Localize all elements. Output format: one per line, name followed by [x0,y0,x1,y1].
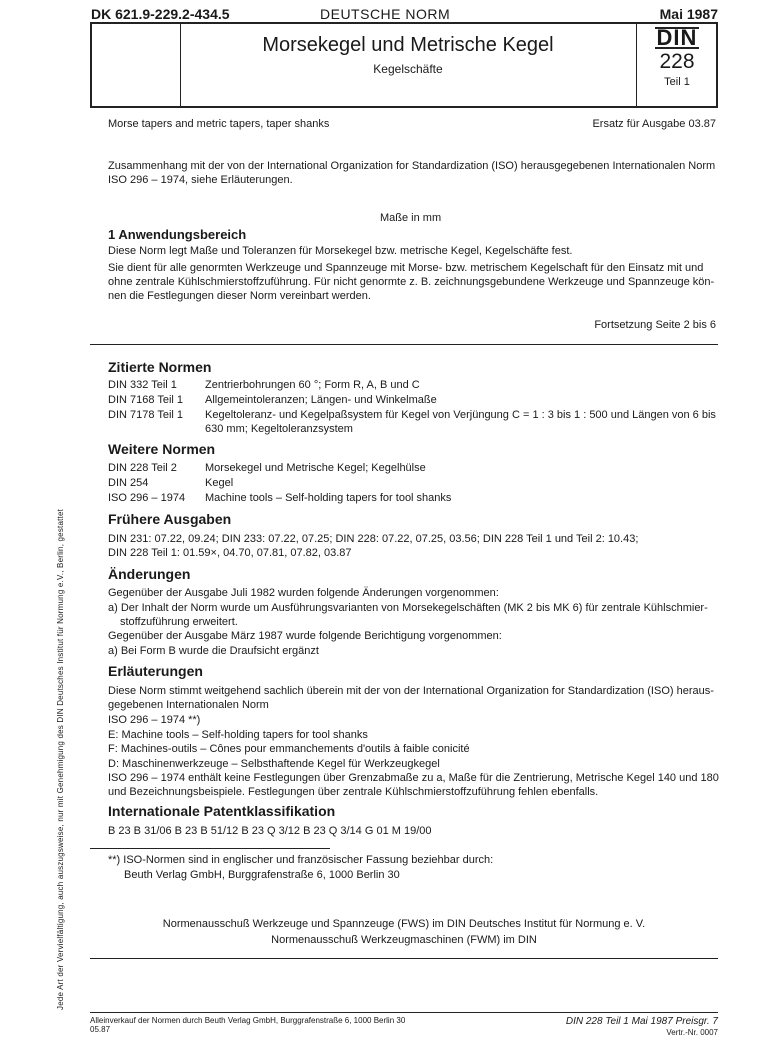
din-logo [640,27,714,50]
paragraph-line: stoffzuführung erweitert. [120,616,238,628]
paragraph-line: a) Der Inhalt der Norm wurde um Ausführungsvarianten von Morsekegelschäften (MK 2 bis MK 6) für zentrale Kühlschmier- [108,602,708,614]
norm-desc: Zentrierbohrungen 60 °; Form R, A, B und C [205,379,420,391]
paragraph-line: D: Maschinenwerkzeuge – Selbsthaftende Kegel für Werkzeugkegel [108,758,440,770]
paragraph-line: nen die Festlegungen dieser Norm vereinbart werden. [108,290,371,302]
paragraph-line: ohne zentrale Kühlschmierstoffzuführung. Für nicht genormte z. B. zeichnungsgebundene Werkzeuge und Spannzeuge kön- [108,276,715,288]
norm-ref: DIN 254 [108,477,149,489]
issue-date: Mai 1987 [659,6,718,22]
paragraph-line: Diese Norm stimmt weitgehend sachlich überein mit der von der International Organization for Standardization (ISO) heraus- [108,685,714,697]
paragraph-line: ISO 296 – 1974 enthält keine Festlegungen über Grenzabmaße zu a, Maße für die Zentrierung, Metrische Kegel 140 und 180 [108,772,719,784]
document-title: Morsekegel und Metrische Kegel [262,34,554,56]
paragraph-line: DIN 228 Teil 1: 01.59×, 04.70, 07.81, 07.82, 03.87 [108,547,352,559]
paragraph-line: ISO 296 – 1974 **) [108,714,201,726]
norm-ref: DIN 228 Teil 2 [108,462,177,474]
norm-ref: DIN 7178 Teil 1 [108,409,184,421]
norm-desc: Kegeltoleranz- und Kegelpaßsystem für Kegel von Verjüngung C = 1 : 3 bis 1 : 500 und Längen von 6 bis [205,409,716,421]
copyright-sidebar: Jede Art der Vervielfältigung, auch auszugsweise, nur mit Genehmigung des DIN Deutsches Institut für Normung e.V., Berlin, gestattet [56,508,65,1010]
paragraph-line: Sie dient für alle genormten Werkzeuge und Spannzeuge mit Morse- bzw. metrischem Kegelschaft für den Einsatz mit und [108,262,704,274]
iso-note-line: Zusammenhang mit der von der International Organization for Standardization (ISO) herausgegebenen Internationalen Norm [108,160,716,172]
norm-ref: DIN 7168 Teil 1 [108,394,184,406]
paragraph-line: Gegenüber der Ausgabe März 1987 wurde folgende Berichtigung vorgenommen: [108,630,502,642]
document-type: DEUTSCHE NORM [320,6,451,22]
divider [90,344,718,345]
norm-ref: ISO 296 – 1974 [108,492,186,504]
document-subtitle: Kegelschäfte [373,62,443,76]
continuation-note: Fortsetzung Seite 2 bis 6 [594,319,716,331]
english-title: Morse tapers and metric tapers, taper shanks [108,118,330,130]
paragraph-line: E: Machine tools – Self-holding tapers for tool shanks [108,729,368,741]
paragraph-line: F: Machines-outils – Cônes pour emmanchements d'outils à faible conicité [108,743,470,755]
footer-code: 05.87 [90,1025,111,1034]
section-heading: Frühere Ausgaben [108,511,232,527]
paragraph-line: Gegenüber der Ausgabe Juli 1982 wurden folgende Änderungen vorgenommen: [108,587,499,599]
section-heading: Erläuterungen [108,663,203,679]
footer-vertr: Vertr.-Nr. 0007 [666,1028,718,1037]
patent-classes: B 23 B 31/06 B 23 B 51/12 B 23 Q 3/12 B 23 Q 3/14 G 01 M 19/00 [108,825,432,837]
section-heading: 1 Anwendungsbereich [108,227,247,242]
din-logo-text: DIN [656,25,698,50]
section-heading: Zitierte Normen [108,359,212,375]
footnote-line: **) ISO-Normen sind in englischer und französischer Fassung beziehbar durch: [108,854,494,866]
norm-desc: Allgemeintoleranzen; Längen- und Winkelmaße [205,394,437,406]
norm-desc: Machine tools – Self-holding tapers for tool shanks [205,492,452,504]
footer-left [90,1016,405,1034]
dk-number: DK 621.9-229.2-434.5 [91,6,230,22]
committee-line: Normenausschuß Werkzeugmaschinen (FWM) im DIN [271,934,537,946]
paragraph-line: a) Bei Form B wurde die Draufsicht ergänzt [108,645,319,657]
footer-seller: Alleinverkauf der Normen durch Beuth Verlag GmbH, Burggrafenstraße 6, 1000 Berlin 30 [90,1016,406,1025]
din-number: 228 [659,50,695,73]
committee-line: Normenausschuß Werkzeuge und Spannzeuge (FWS) im DIN Deutsches Institut für Normung e. V. [162,918,646,930]
section-heading: Internationale Patentklassifikation [108,803,336,819]
din-part: Teil 1 [664,76,690,88]
norm-desc: Morsekegel und Metrische Kegel; Kegelhülse [205,462,426,474]
paragraph-line: DIN 231: 07.22, 09.24; DIN 233: 07.22, 07.25; DIN 228: 07.22, 07.25, 03.56; DIN 228 Teil 1 und Teil 2: 10.43; [108,533,639,545]
footer-ref: DIN 228 Teil 1 Mai 1987 Preisgr. 7 [565,1016,718,1027]
norm-desc: 630 mm; Kegeltoleranzsystem [205,423,353,435]
footnote-rule [90,848,330,849]
norm-desc: Kegel [205,477,234,489]
paragraph-line: gegebenen Internationalen Norm [108,699,269,711]
paragraph-line: und Bezeichnungsbeispiele. Festlegungen über zentrale Kühlschmierstoffzuführung fehlen ebenfalls. [108,786,599,798]
section-heading: Weitere Normen [108,441,216,457]
iso-note-line: ISO 296 – 1974, siehe Erläuterungen. [108,174,293,186]
footnote-line: Beuth Verlag GmbH, Burggrafenstraße 6, 1000 Berlin 30 [124,869,400,881]
paragraph-line: Diese Norm legt Maße und Toleranzen für Morsekegel bzw. metrische Kegel, Kegelschäfte fest. [108,245,573,257]
section-heading: Änderungen [108,566,191,582]
norm-ref: DIN 332 Teil 1 [108,379,177,391]
replacement-note: Ersatz für Ausgabe 03.87 [592,118,716,130]
units-note: Maße in mm [380,212,442,224]
bottom-box [90,958,718,1013]
